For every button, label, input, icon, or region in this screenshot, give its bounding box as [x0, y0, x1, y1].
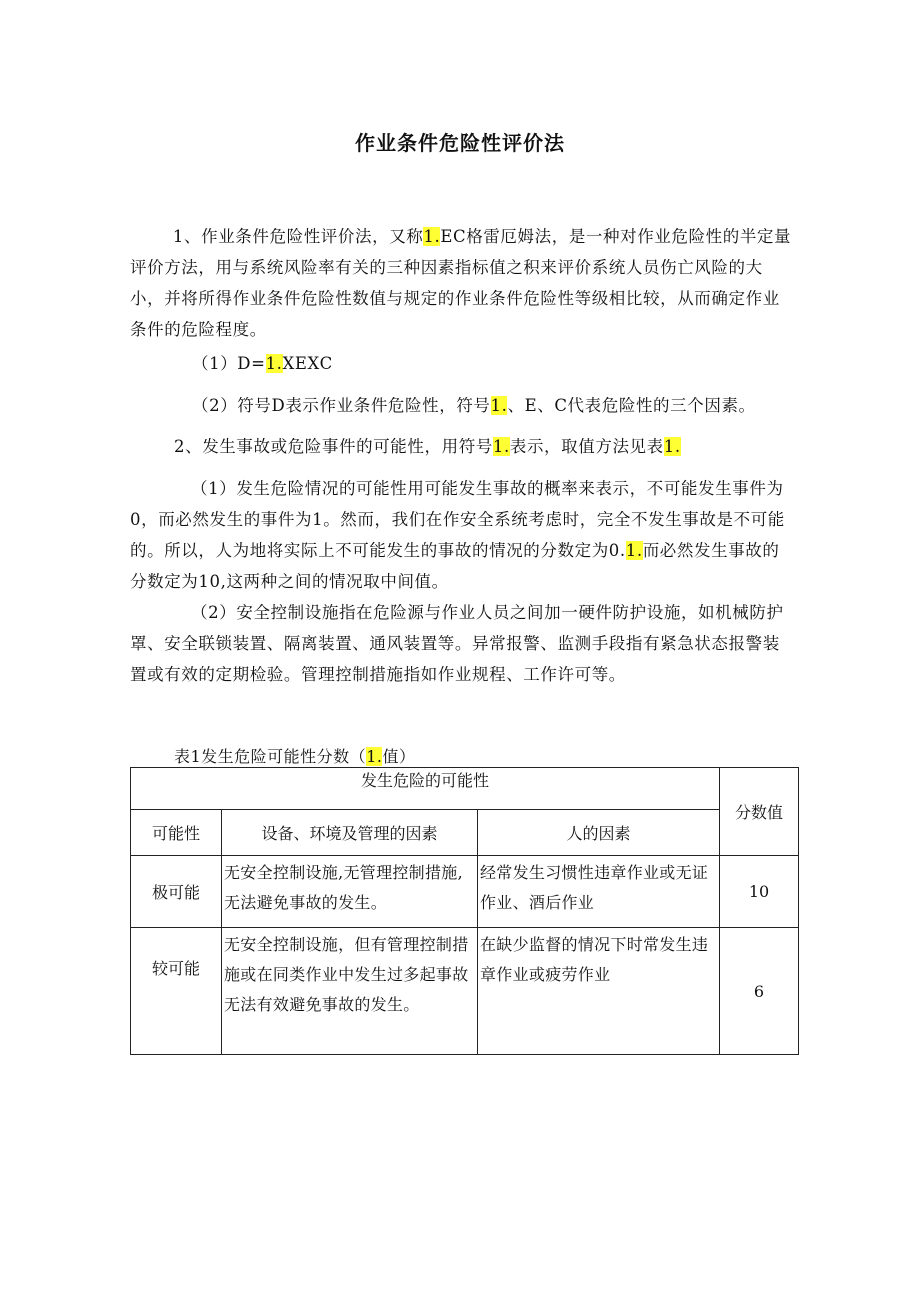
highlight-mark: 1.: [366, 747, 383, 766]
cell-possibility: [131, 928, 222, 1055]
paragraph-5: [130, 473, 795, 597]
highlight-mark: 1.: [265, 354, 283, 373]
cell-equipment: [222, 928, 478, 1055]
document-title: 作业条件危险性评价法: [355, 131, 565, 155]
possibility-table: [130, 767, 799, 1055]
table-header-human: 人的因素: [478, 810, 720, 856]
paragraph-5-text-b: 而必然发生事故的分数定为10,这两种之间的情况取中间值。: [130, 541, 780, 591]
highlight-mark: 1.: [625, 541, 643, 560]
formula-text-a: （1）D=: [192, 354, 266, 373]
cell-equipment-text: 无安全控制设施，但有管理控制措施或在同类作业中发生过多起事故无法有效避免事故的发生。: [224, 935, 469, 1014]
paragraph-6-text: （2）安全控制设施指在危险源与作业人员之间加一硬件防护设施，如机械防护罩、安全联锁装置、隔离装置、通风装置等。异常报警、监测手段指有紧急状态报警装置或有效的定期检验。管理控制措施指如作业规程、工作许可等。: [130, 603, 784, 684]
paragraph-3-text-a: （2）符号D表示作业条件危险性，符号: [192, 396, 491, 415]
highlight-mark: 1.: [423, 227, 441, 246]
paragraph-4-text-b: 表示，取值方法见表: [509, 437, 664, 456]
table-row: [131, 856, 799, 928]
cell-possibility-text: 较可能: [151, 959, 200, 978]
table-header-score: 分数值: [720, 768, 799, 856]
table-caption: [174, 744, 415, 767]
paragraph-3: [130, 390, 795, 421]
highlight-mark: 1.: [492, 437, 510, 456]
highlight-mark: 1.: [663, 437, 681, 456]
paragraph-1-text-b: EC格雷厄姆法，是一种对作业危险性的半定量评价方法，用与系统风险率有关的三种因素指标值之积来评价系统人员伤亡风险的大小，并将所得作业条件危险性数值与规定的作业条件危险性等级相比较，从而确定作业条件的危险程度。: [130, 227, 792, 339]
paragraph-5-text-a: （1）发生危险情况的可能性用可能发生事故的概率来表示，不可能发生事件为0，而必然发生的事件为1。然而，我们在作安全系统考虑时，完全不发生事故是不可能的。所以，人为地将实际上不可能发生的事故的情况的分数定为0.: [130, 479, 785, 560]
paragraph-3-text-b: 、E、C代表危险性的三个因素。: [507, 396, 756, 415]
cell-score: 10: [720, 856, 799, 928]
cell-human: [478, 856, 720, 928]
table-row: [131, 928, 799, 1055]
cell-human-text: 经常发生习惯性违章作业或无证作业、酒后作业: [480, 863, 709, 912]
paragraph-6: [130, 597, 795, 690]
cell-equipment-text: 无安全控制设施,无管理控制措施,无法避免事故的发生。: [224, 863, 463, 912]
table-header-equipment: 设备、环境及管理的因素: [222, 810, 478, 856]
paragraph-4-text-a: 2、发生事故或危险事件的可能性，用符号: [174, 437, 493, 456]
highlight-mark: 1.: [490, 396, 508, 415]
cell-score: 6: [720, 928, 799, 1055]
paragraph-1-text-a: 1、作业条件危险性评价法，又称: [172, 227, 424, 246]
formula-text-b: XEXC: [282, 354, 333, 373]
paragraph-2: [130, 348, 795, 379]
cell-equipment: [222, 856, 478, 928]
table-header-possibility: 可能性: [131, 810, 222, 856]
cell-possibility: 极可能: [131, 856, 222, 928]
cell-human-text: 在缺少监督的情况下时常发生违章作业或疲劳作业: [480, 935, 709, 984]
cell-human: [478, 928, 720, 1055]
paragraph-1: [130, 221, 795, 345]
table-header-main: 发生危险的可能性: [131, 768, 720, 810]
table-caption-text-b: 值）: [382, 747, 416, 766]
paragraph-4: [130, 431, 795, 462]
table-caption-text-a: 表1发生危险可能性分数（: [174, 747, 367, 766]
